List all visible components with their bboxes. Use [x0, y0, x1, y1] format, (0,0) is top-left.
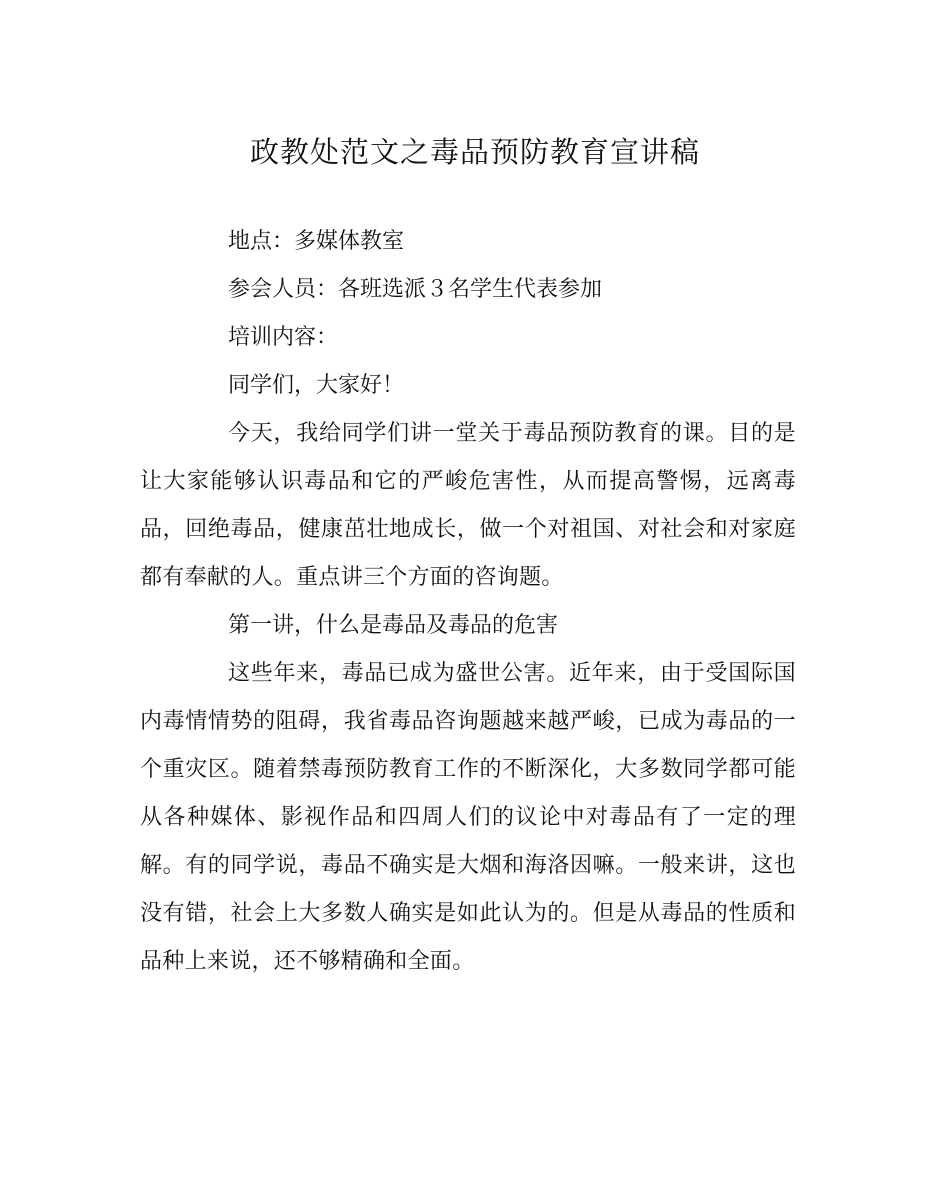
section-heading: 第一讲，什么是毒品及毒品的危害	[228, 613, 559, 638]
training-content-label: 培训内容：	[228, 325, 339, 350]
attendees-line: 参会人员：各班选派３名学生代表参加	[228, 277, 603, 302]
document-title: 政教处范文之毒品预防教育宣讲稿	[249, 135, 700, 169]
drug-harm-paragraph: 这些年来，毒品已成为盛世公害。近年来，由于受国际国内毒情情势的阻碍，我省毒品咨询题越来越严峻，已成为毒品的一个重灾区。随着禁毒预防教育工作的不断深化，大多数同学都可能从各种媒体、影视作品和四周人们的议论中对毒品有了一定的理解。有的同学说，毒品不确实是大烟和海洛因嘛。一般来讲，这也没有错，社会上大多数人确实是如此认为的。但是从毒品的性质和品种上来说，还不够精确和全面。	[140, 661, 796, 974]
location-line: 地点：多媒体教室	[228, 229, 405, 254]
greeting-line: 同学们，大家好！	[228, 373, 405, 398]
intro-paragraph: 今天，我给同学们讲一堂关于毒品预防教育的课。目的是让大家能够认识毒品和它的严峻危害性，从而提高警惕，远离毒品，回绝毒品，健康茁壮地成长，做一个对祖国、对社会和对家庭都有奉献的人。重点讲三个方面的咨询题。	[140, 421, 796, 590]
document-body	[140, 218, 796, 986]
